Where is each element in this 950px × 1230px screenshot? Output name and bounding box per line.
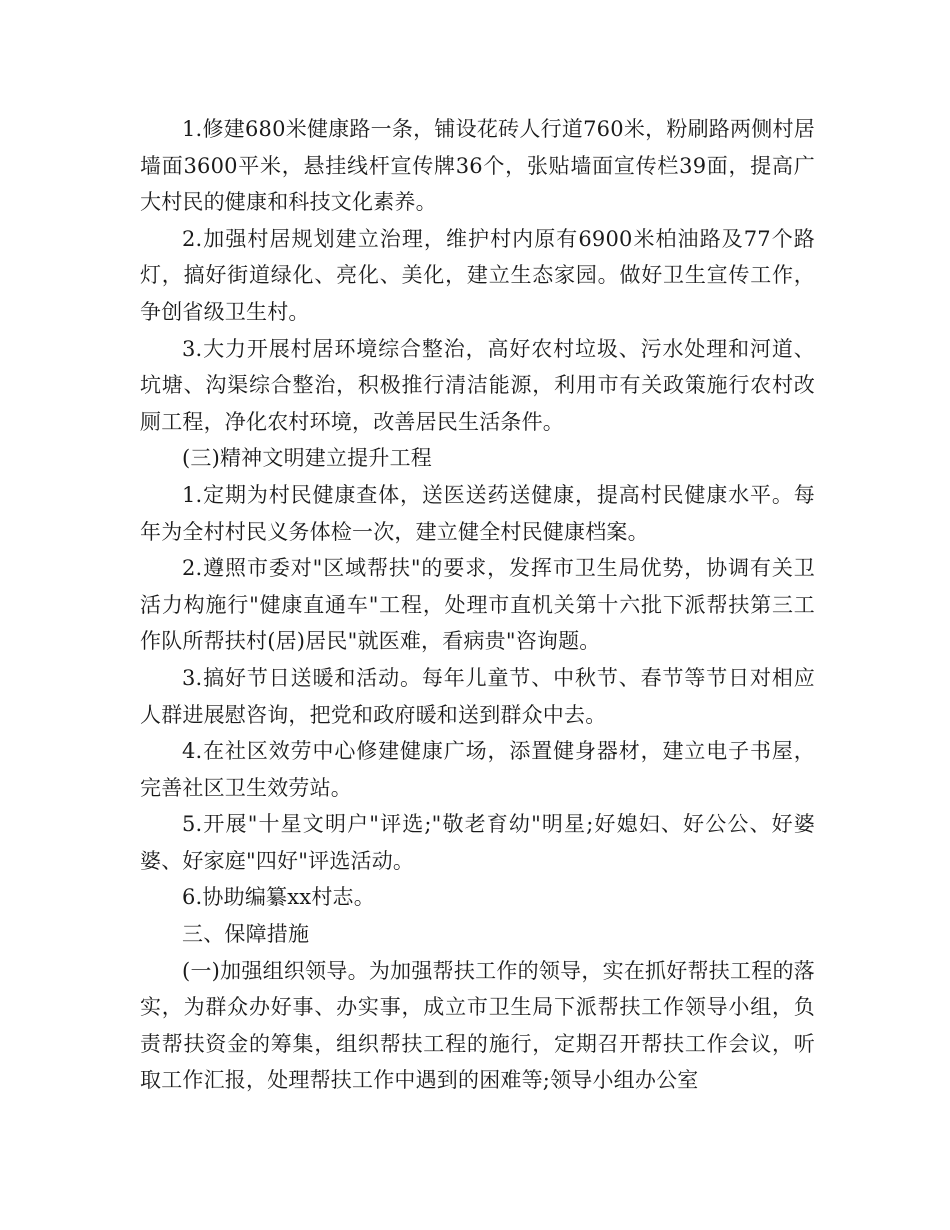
paragraph-6: 3.搞好节日送暖和活动。每年儿童节、中秋节、春节等节日对相应人群进展慰咨询，把党和政府暖和送到群众中去。 (140, 665, 815, 727)
section-heading-measures: 三、保障措施 (182, 922, 310, 947)
paragraph-5: 2.遵照市委对"区域帮扶"的要求，发挥市卫生局优势，协调有关卫活力构施行"健康直通车"工程，处理市直机关第十六批下派帮扶第三工作队所帮扶村(居)居民"就医难，看病贵"咨询题。 (140, 556, 815, 654)
paragraph-2: 2.加强村居规划建立治理，维护村内原有6900米柏油路及77个路灯，搞好街道绿化、亮化、美化，建立生态家园。做好卫生宣传工作，争创省级卫生村。 (140, 226, 815, 324)
paragraph-3: 3.大力开展村居环境综合整治，高好农村垃圾、污水处理和河道、坑塘、沟渠综合整治，积极推行清洁能源，利用市有关政策施行农村改厕工程，净化农村环境，改善居民生活条件。 (140, 336, 815, 434)
section-heading-3: (三)精神文明建立提升工程 (182, 446, 432, 471)
paragraph-9: 6.协助编纂xx村志。 (182, 885, 375, 910)
paragraph-7: 4.在社区效劳中心修建健康广场，添置健身器材，建立电子书屋，完善社区卫生效劳站。 (140, 739, 815, 800)
paragraph-8: 5.开展"十星文明户"评选;"敬老育幼"明星;好媳妇、好公公、好婆婆、好家庭"四好"评选活动。 (140, 812, 815, 873)
paragraph-4: 1.定期为村民健康查体，送医送药送健康，提高村民健康水平。每年为全村村民义务体检一次，建立健全村民健康档案。 (140, 482, 815, 544)
paragraph-10: (一)加强组织领导。为加强帮扶工作的领导，实在抓好帮扶工程的落实，为群众办好事、办实事，成立市卫生局下派帮扶工作领导小组，负责帮扶资金的筹集，组织帮扶工程的施行，定期召开帮扶工作会议，听取工作汇报，处理帮扶工作中遇到的困难等;领导小组办公室 (140, 958, 815, 1093)
paragraph-1: 1.修建680米健康路一条，铺设花砖人行道760米，粉刷路两侧村居墙面3600平米，悬挂线杆宣传牌36个，张贴墙面宣传栏39面，提高广大村民的健康和科技文化素养。 (140, 117, 815, 215)
document-body (140, 111, 815, 1099)
